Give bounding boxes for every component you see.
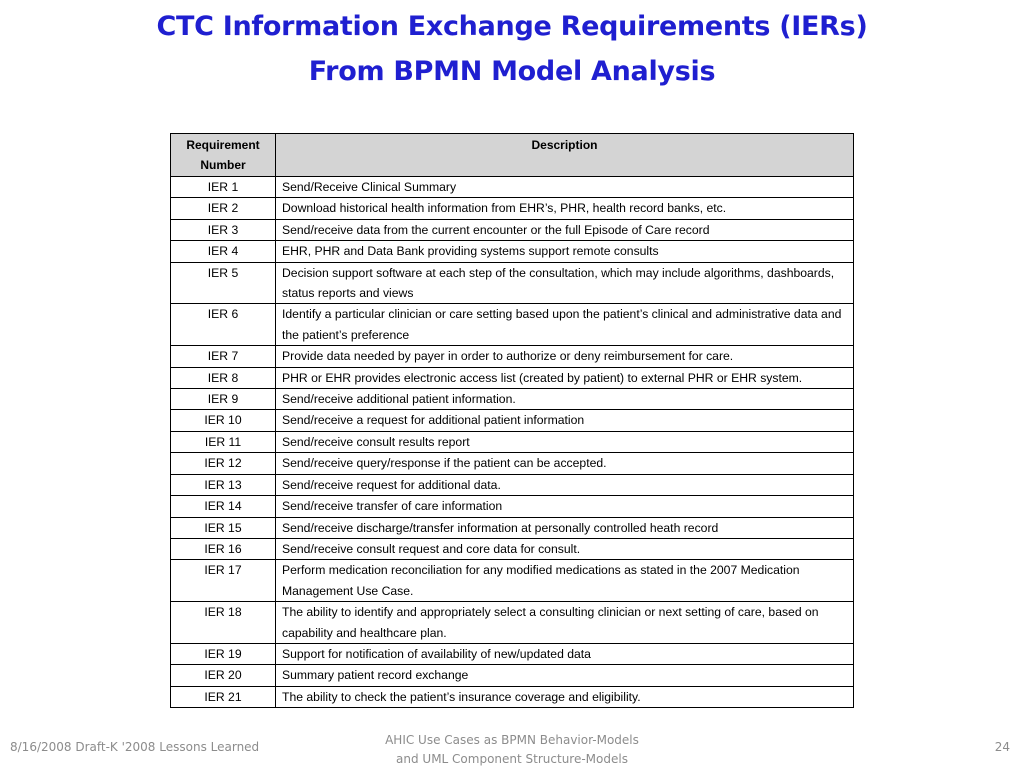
- table-row: [171, 431, 854, 452]
- requirement-description-cell: Perform medication reconciliation for any modified medications as stated in the 2007 Medication Management Use Case.: [276, 560, 854, 602]
- table-row: [171, 560, 854, 602]
- requirement-description-cell: Decision support software at each step of the consultation, which may include algorithms, dashboards, status reports and views: [276, 262, 854, 304]
- requirement-number-cell: IER 20: [171, 665, 276, 686]
- requirement-description-cell: Send/receive additional patient information.: [276, 389, 854, 410]
- requirement-number-cell: IER 9: [171, 389, 276, 410]
- requirement-number-cell: IER 7: [171, 346, 276, 367]
- ier-table-header-row: [171, 134, 854, 177]
- requirement-number-cell: IER 18: [171, 602, 276, 644]
- header-description: Description: [276, 134, 854, 177]
- slide-title-line-1: CTC Information Exchange Requirements (IERs): [156, 11, 868, 42]
- requirement-number-cell: IER 1: [171, 177, 276, 198]
- table-row: [171, 474, 854, 495]
- table-row: [171, 410, 854, 431]
- requirement-description-cell: EHR, PHR and Data Bank providing systems support remote consults: [276, 241, 854, 262]
- table-row: [171, 262, 854, 304]
- requirement-number-cell: IER 17: [171, 560, 276, 602]
- table-row: [171, 346, 854, 367]
- table-row: [171, 602, 854, 644]
- table-row: [171, 389, 854, 410]
- ier-table: [170, 133, 854, 708]
- requirement-number-cell: IER 12: [171, 453, 276, 474]
- requirement-description-cell: Send/receive transfer of care information: [276, 496, 854, 517]
- footer-center-line-2: and UML Component Structure-Models: [396, 752, 628, 766]
- requirement-description-cell: Send/receive data from the current encounter or the full Episode of Care record: [276, 219, 854, 240]
- table-row: [171, 198, 854, 219]
- requirement-number-cell: IER 5: [171, 262, 276, 304]
- requirement-number-cell: IER 21: [171, 686, 276, 707]
- table-row: [171, 496, 854, 517]
- requirement-description-cell: Send/receive a request for additional patient information: [276, 410, 854, 431]
- footer-center-line-1: AHIC Use Cases as BPMN Behavior-Models: [385, 733, 639, 747]
- requirement-number-cell: IER 16: [171, 538, 276, 559]
- table-row: [171, 367, 854, 388]
- requirement-number-cell: IER 8: [171, 367, 276, 388]
- table-row: [171, 538, 854, 559]
- ier-table-body: [171, 177, 854, 708]
- footer-presentation-title: [312, 731, 712, 769]
- requirement-number-cell: IER 4: [171, 241, 276, 262]
- requirement-number-cell: IER 13: [171, 474, 276, 495]
- requirement-number-cell: IER 11: [171, 431, 276, 452]
- requirement-number-cell: IER 19: [171, 643, 276, 664]
- requirement-description-cell: Send/Receive Clinical Summary: [276, 177, 854, 198]
- table-row: [171, 453, 854, 474]
- ier-table-head: [171, 134, 854, 177]
- table-row: [171, 643, 854, 664]
- footer-date-draft: 8/16/2008 Draft-K '2008 Lessons Learned: [10, 740, 260, 754]
- table-row: [171, 517, 854, 538]
- requirement-description-cell: PHR or EHR provides electronic access list (created by patient) to external PHR or EHR system.: [276, 367, 854, 388]
- requirement-description-cell: Summary patient record exchange: [276, 665, 854, 686]
- requirement-description-cell: The ability to identify and appropriately select a consulting clinician or next setting of care, based on capability and healthcare plan.: [276, 602, 854, 644]
- table-row: [171, 304, 854, 346]
- requirement-number-cell: IER 3: [171, 219, 276, 240]
- header-requirement-number: Requirement Number: [171, 134, 276, 177]
- table-row: [171, 665, 854, 686]
- requirement-number-cell: IER 14: [171, 496, 276, 517]
- requirement-description-cell: Support for notification of availability of new/updated data: [276, 643, 854, 664]
- requirement-description-cell: Provide data needed by payer in order to authorize or deny reimbursement for care.: [276, 346, 854, 367]
- table-row: [171, 219, 854, 240]
- footer-page-number: 24: [994, 740, 1010, 754]
- requirement-description-cell: Send/receive discharge/transfer information at personally controlled heath record: [276, 517, 854, 538]
- requirement-description-cell: Send/receive consult request and core data for consult.: [276, 538, 854, 559]
- requirement-description-cell: Send/receive query/response if the patient can be accepted.: [276, 453, 854, 474]
- table-row: [171, 241, 854, 262]
- slide-title: [0, 4, 1024, 94]
- requirement-description-cell: Send/receive consult results report: [276, 431, 854, 452]
- table-row: [171, 177, 854, 198]
- slide-title-line-2: From BPMN Model Analysis: [308, 56, 716, 87]
- requirement-description-cell: The ability to check the patient’s insurance coverage and eligibility.: [276, 686, 854, 707]
- requirement-number-cell: IER 6: [171, 304, 276, 346]
- requirement-number-cell: IER 10: [171, 410, 276, 431]
- requirement-description-cell: Download historical health information from EHR’s, PHR, health record banks, etc.: [276, 198, 854, 219]
- requirement-number-cell: IER 2: [171, 198, 276, 219]
- requirement-description-cell: Send/receive request for additional data.: [276, 474, 854, 495]
- requirement-number-cell: IER 15: [171, 517, 276, 538]
- requirement-description-cell: Identify a particular clinician or care setting based upon the patient’s clinical and administrative data and the patient’s preference: [276, 304, 854, 346]
- table-row: [171, 686, 854, 707]
